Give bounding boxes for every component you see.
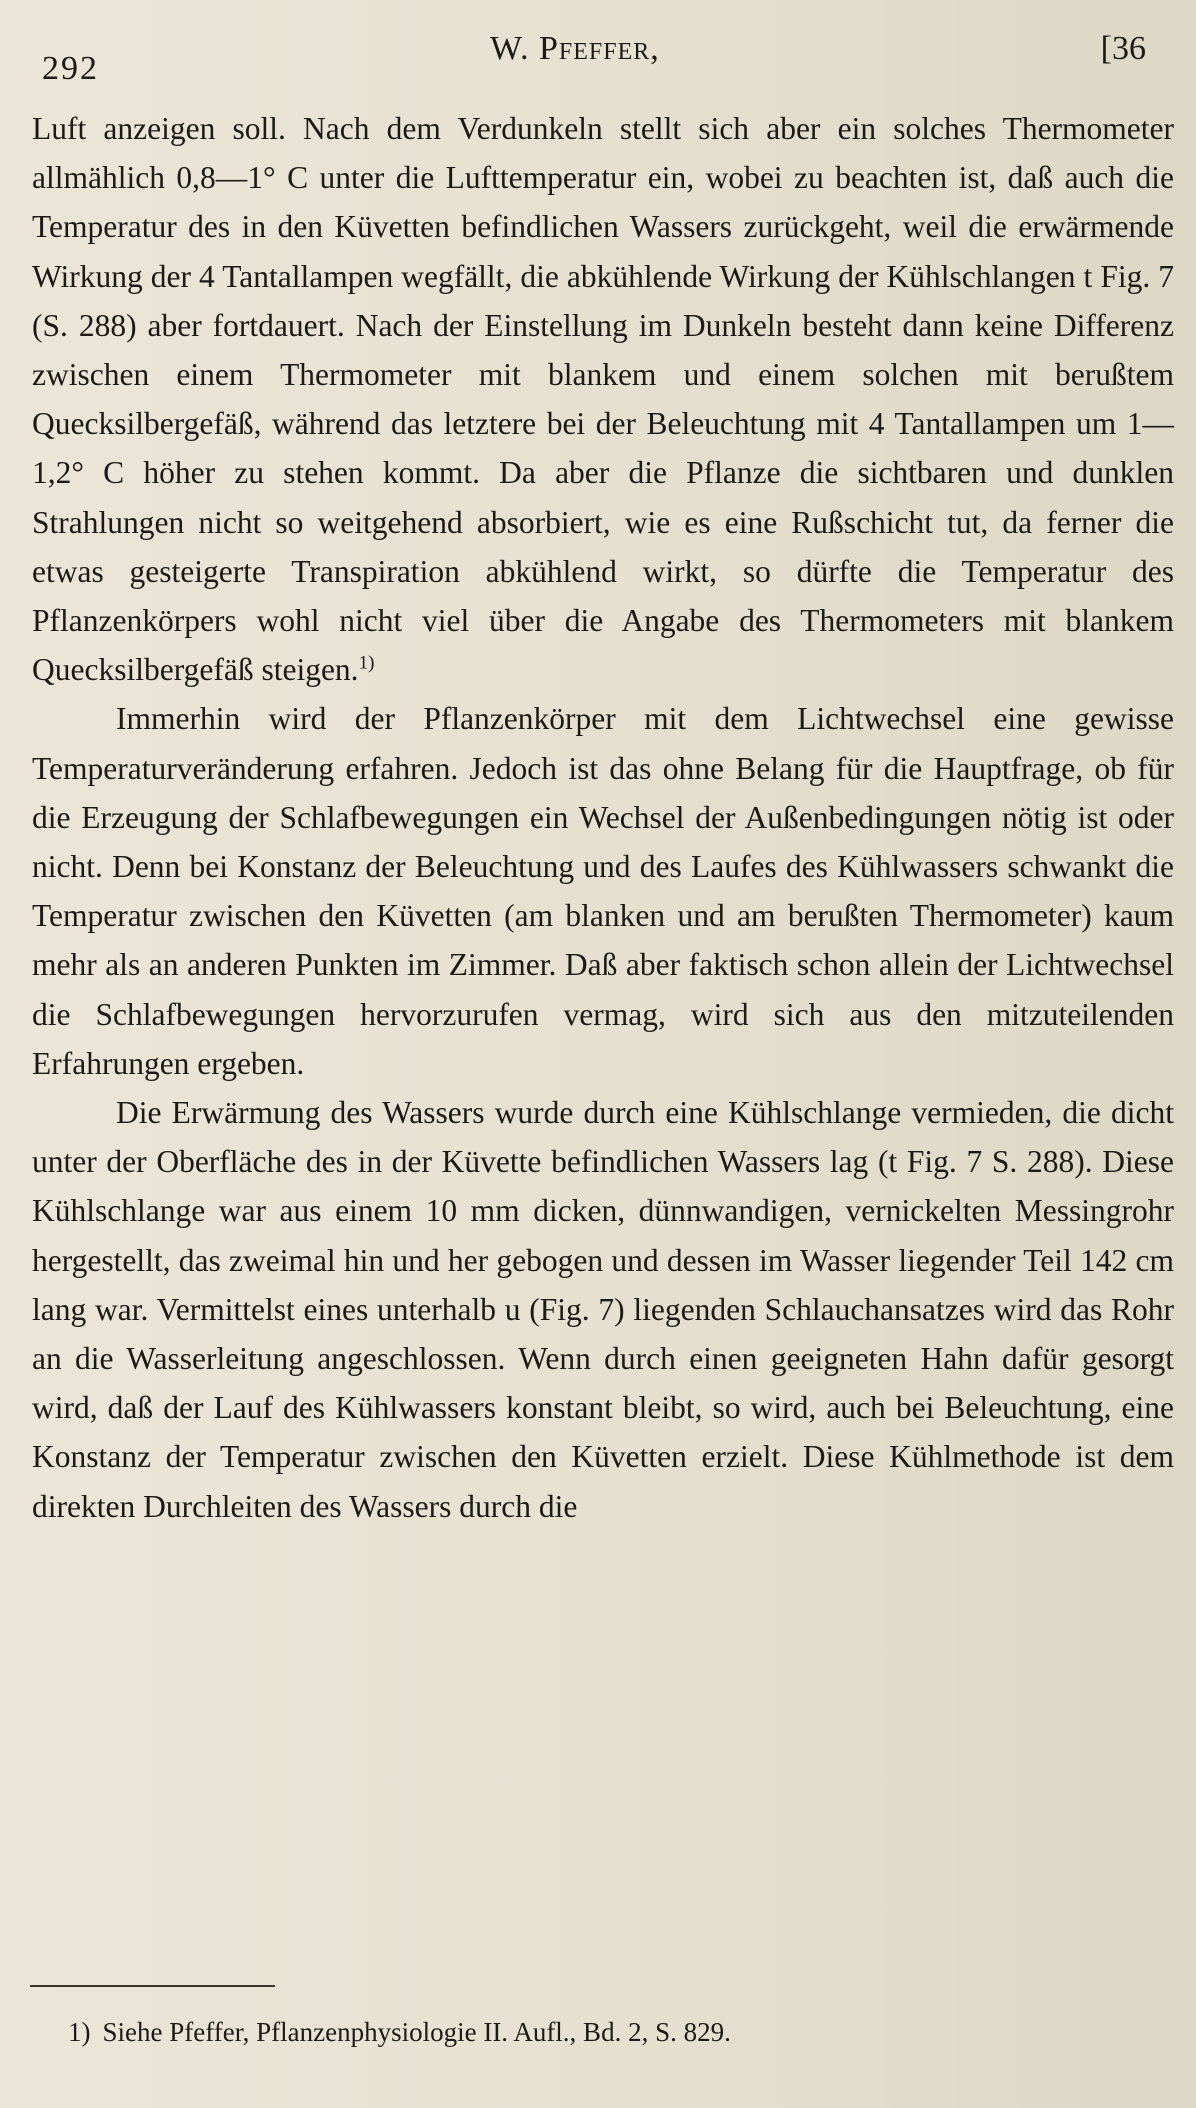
footnote-marker: 1): [68, 2017, 91, 2047]
footnote-text: Siehe Pfeffer, Pflanzenphysiologie II. Aufl., Bd. 2, S. 829.: [102, 2017, 731, 2047]
paragraph-2-text: Immerhin wird der Pflanzenkörper mit dem Lichtwechsel eine gewisse Temperaturveränderung erfahren. Jedoch ist das ohne Belang für die Hauptfrage, ob für die Erzeugung der Schlafbewegungen ein Wechsel der Außenbedingungen nötig ist oder nicht. Denn bei Konstanz der Beleuchtung und des Laufes des Kühlwassers schwankt die Temperatur zwischen den Küvetten (am blanken und am berußten Thermometer) kaum mehr als an anderen Punkten im Zimmer. Daß aber faktisch schon allein der Lichtwechsel die Schlafbewegungen hervorzurufen vermag, wird sich aus den mitzuteilenden Erfahrungen ergeben.: [32, 701, 1174, 1081]
running-title-author: [490, 30, 660, 68]
running-header: [30, 28, 1166, 88]
author-name: W. Pfeffer,: [490, 30, 660, 67]
page-number: 292: [42, 50, 99, 87]
section-marker: [36: [1100, 30, 1146, 67]
paragraph-3: [32, 1088, 1174, 1531]
footnote-reference: 1): [358, 652, 375, 674]
body-text: [32, 104, 1174, 1531]
paragraph-1-text: Luft anzeigen soll. Nach dem Verdunkeln stellt sich aber ein solches Thermometer allmählich 0,8—1° C unter die Lufttemperatur ein, wobei zu beachten ist, daß auch die Temperatur des in den Küvetten befindlichen Wassers zurückgeht, weil die erwärmende Wirkung der 4 Tantallampen wegfällt, die abkühlende Wirkung der Kühlschlangen t Fig. 7 (S. 288) aber fortdauert. Nach der Einstellung im Dunkeln besteht dann keine Differenz zwischen einem Thermometer mit blankem und einem solchen mit berußtem Quecksilbergefäß, während das letztere bei der Beleuchtung mit 4 Tantallampen um 1—1,2° C höher zu stehen kommt. Da aber die Pflanze die sichtbaren und dunklen Strahlungen nicht so weitgehend absorbiert, wie es eine Rußschicht tut, da ferner die etwas gesteigerte Transpiration abkühlend wirkt, so dürfte die Temperatur des Pflanzenkörpers wohl nicht viel über die Angabe des Thermometers mit blankem Quecksilbergefäß steigen.: [32, 111, 1174, 688]
footnote: [68, 2012, 1128, 2052]
paragraph-3-text: Die Erwärmung des Wassers wurde durch eine Kühlschlange vermieden, die dicht unter der Oberfläche des in der Küvette befindlichen Wassers lag (t Fig. 7 S. 288). Diese Kühlschlange war aus einem 10 mm dicken, dünnwandigen, vernickelten Messingrohr hergestellt, das zweimal hin und her gebogen und dessen im Wasser liegender Teil 142 cm lang war. Vermittelst eines unterhalb u (Fig. 7) liegenden Schlauchansatzes wird das Rohr an die Wasserleitung angeschlossen. Wenn durch einen geeigneten Hahn dafür gesorgt wird, daß der Lauf des Kühlwassers konstant bleibt, so wird, auch bei Beleuchtung, eine Konstanz der Temperatur zwischen den Küvetten erzielt. Diese Kühlmethode ist dem direkten Durchleiten des Wassers durch die: [32, 1095, 1174, 1524]
paragraph-2: [32, 694, 1174, 1088]
paragraph-1: [32, 104, 1174, 694]
footnote-divider: [30, 1985, 275, 1987]
